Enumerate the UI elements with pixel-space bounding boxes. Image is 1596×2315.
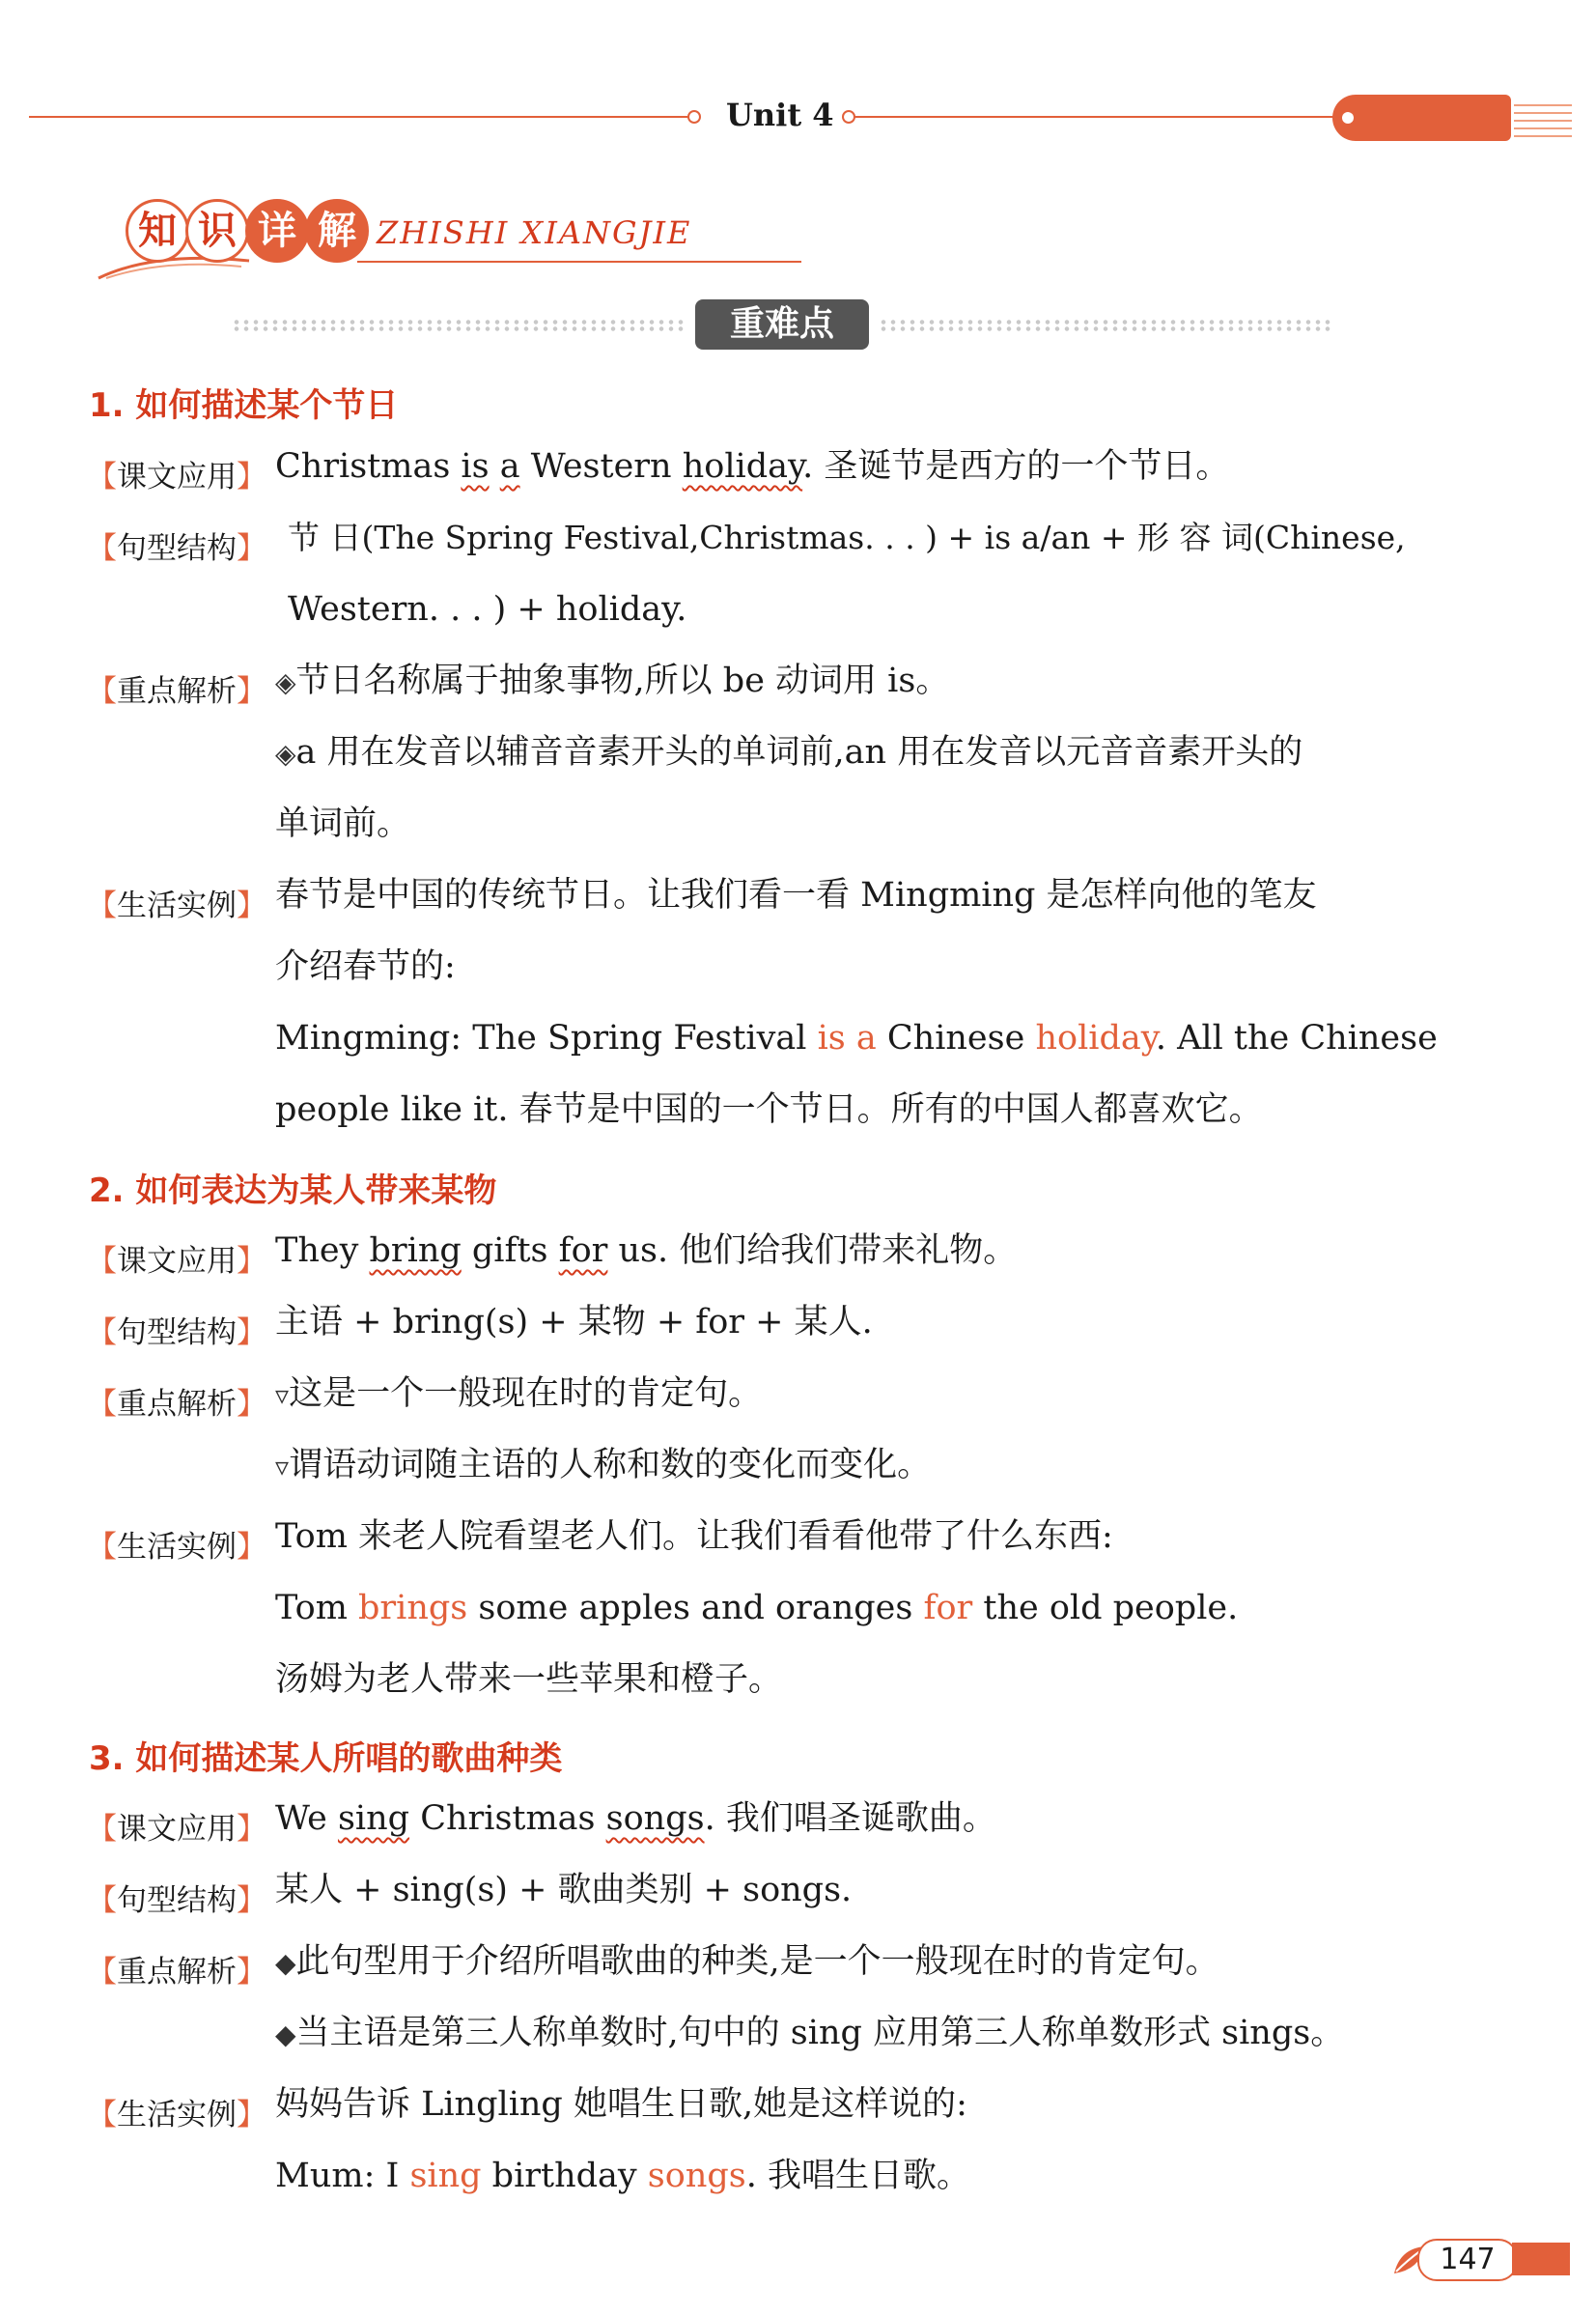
text-use-sentence: We sing Christmas songs. 我们唱圣诞歌曲。 bbox=[275, 1799, 996, 1838]
diamond-icon: ◈ bbox=[275, 738, 296, 770]
example-line: 春节是中国的传统节日。让我们看一看 Mingming 是怎样向他的笔友 bbox=[275, 876, 1317, 915]
text-use-sentence: Christmas is a Western holiday. 圣诞节是西方的一个节日。 bbox=[275, 447, 1230, 486]
banner-char: 详 bbox=[245, 199, 309, 263]
header-stripe bbox=[1514, 104, 1572, 106]
analysis-item: ▿这是一个一般现在时的肯定句。 bbox=[275, 1374, 763, 1413]
diamond-icon: ◆ bbox=[275, 1947, 296, 1979]
label-structure: 【句型结构】 bbox=[87, 1315, 266, 1350]
label-structure: 【句型结构】 bbox=[87, 531, 266, 566]
example-line: 妈妈告诉 Lingling 她唱生日歌,她是这样说的: bbox=[275, 2085, 967, 2124]
triangle-icon: ▿ bbox=[275, 1379, 290, 1411]
example-line: Tom brings some apples and oranges for the old people. bbox=[275, 1589, 1239, 1627]
dotted-divider-right bbox=[879, 319, 1332, 332]
label-text-use: 【课文应用】 bbox=[87, 1812, 266, 1847]
header-stripe bbox=[1514, 127, 1572, 129]
diamond-icon: ◈ bbox=[275, 666, 296, 698]
label-structure: 【句型结构】 bbox=[87, 1883, 266, 1918]
analysis-item: 单词前。 bbox=[275, 805, 411, 843]
structure-line: 节 日(The Spring Festival,Christmas. . . ) + is a/an + 形 容 词(Chinese, bbox=[288, 519, 1406, 556]
header-tab bbox=[1332, 95, 1511, 141]
label-example: 【生活实例】 bbox=[87, 1530, 266, 1565]
example-line: 汤姆为老人带来一些苹果和橙子。 bbox=[275, 1660, 783, 1699]
label-example: 【生活实例】 bbox=[87, 889, 266, 923]
unit-title: Unit 4 bbox=[726, 97, 834, 133]
header-tab-dot bbox=[1342, 112, 1354, 124]
header-rule-right bbox=[854, 116, 1336, 118]
example-line: Mingming: The Spring Festival is a Chinese holiday. All the Chinese bbox=[275, 1019, 1438, 1058]
analysis-item: ◆此句型用于介绍所唱歌曲的种类,是一个一般现在时的肯定句。 bbox=[275, 1942, 1219, 1981]
text-use-sentence: They bring gifts for us. 他们给我们带来礼物。 bbox=[275, 1231, 1018, 1270]
header-rule-left bbox=[29, 116, 695, 118]
analysis-item: ◈a 用在发音以辅音音素开头的单词前,an 用在发音以元音音素开头的 bbox=[275, 733, 1303, 772]
example-line: people like it. 春节是中国的一个节日。所有的中国人都喜欢它。 bbox=[275, 1090, 1263, 1129]
section-heading: 2. 如何表达为某人带来某物 bbox=[89, 1172, 497, 1210]
section-banner bbox=[97, 193, 753, 280]
diamond-icon: ◆ bbox=[275, 2019, 296, 2050]
example-line: Mum: I sing birthday songs. 我唱生日歌。 bbox=[275, 2157, 970, 2195]
label-analysis: 【重点解析】 bbox=[87, 1387, 266, 1422]
triangle-icon: ▿ bbox=[275, 1451, 290, 1482]
dotted-divider-left bbox=[232, 319, 686, 332]
example-line: 介绍春节的: bbox=[275, 947, 456, 986]
section-heading: 1. 如何描述某个节日 bbox=[89, 386, 399, 425]
analysis-item: ◆当主语是第三人称单数时,句中的 sing 应用第三人称单数形式 sings。 bbox=[275, 2014, 1345, 2052]
header-stripe bbox=[1514, 112, 1572, 114]
banner-underline bbox=[357, 261, 801, 263]
banner-pinyin: ZHISHI XIANGJIE bbox=[377, 214, 692, 251]
analysis-item: ▿谓语动词随主语的人称和数的变化而变化。 bbox=[275, 1446, 932, 1484]
header-rule-dot-left bbox=[687, 110, 701, 124]
section-heading: 3. 如何描述某人所唱的歌曲种类 bbox=[89, 1739, 563, 1778]
label-text-use: 【课文应用】 bbox=[87, 460, 266, 494]
structure-line: Western. . . ) + holiday. bbox=[288, 590, 687, 629]
label-analysis: 【重点解析】 bbox=[87, 1955, 266, 1990]
banner-char: 知 bbox=[126, 199, 189, 263]
banner-char: 解 bbox=[305, 199, 369, 263]
label-analysis: 【重点解析】 bbox=[87, 674, 266, 709]
header-stripe bbox=[1514, 135, 1572, 137]
structure-line: 主语 + bring(s) + 某物 + for + 某人. bbox=[275, 1303, 873, 1341]
banner-char: 识 bbox=[185, 199, 249, 263]
example-line: Tom 来老人院看望老人们。让我们看看他带了什么东西: bbox=[275, 1517, 1113, 1556]
structure-line: 某人 + sing(s) + 歌曲类别 + songs. bbox=[275, 1871, 853, 1909]
page-number-bar bbox=[1512, 2243, 1570, 2275]
analysis-item: ◈节日名称属于抽象事物,所以 be 动词用 is。 bbox=[275, 662, 950, 700]
label-example: 【生活实例】 bbox=[87, 2098, 266, 2132]
label-text-use: 【课文应用】 bbox=[87, 1244, 266, 1279]
page-number: 147 bbox=[1417, 2239, 1518, 2281]
header-stripe bbox=[1514, 120, 1572, 122]
key-points-badge: 重难点 bbox=[695, 299, 869, 350]
